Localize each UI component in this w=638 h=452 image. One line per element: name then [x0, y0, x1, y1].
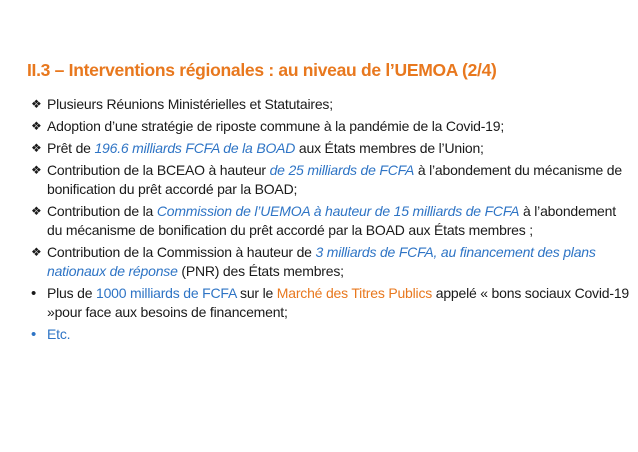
- list-item-text: (PNR) des États membres;: [177, 263, 344, 279]
- diamond-bullet-icon: ❖: [31, 245, 42, 259]
- list-item: [31, 117, 631, 136]
- list-item-text: Adoption d’une stratégie de riposte commune à la pandémie de la Covid-19;: [47, 118, 505, 134]
- list-item-text: Contribution de la BCEAO à hauteur: [47, 162, 270, 178]
- list-item-text: à l’abondement du mécanisme de bonification du prêt accordé par la BOAD aux États membres ;: [47, 203, 616, 238]
- list-item: [31, 139, 631, 158]
- list-item-text: 196.6 milliards FCFA de la BOAD: [94, 140, 296, 156]
- slide-title: II.3 – Interventions régionales : au niveau de l’UEMOA (2/4): [27, 60, 497, 80]
- list-item: [31, 325, 631, 344]
- diamond-bullet-icon: ❖: [31, 141, 42, 155]
- diamond-bullet-icon: ❖: [31, 119, 42, 133]
- bullet-list: [31, 95, 631, 347]
- list-item-text: Plusieurs Réunions Ministérielles et Statutaires;: [47, 96, 333, 112]
- list-item-text: 3 milliards de FCFA, au financement des plans nationaux de réponse: [47, 244, 596, 279]
- diamond-bullet-icon: ❖: [31, 97, 42, 111]
- list-item: [31, 161, 631, 199]
- dot-bullet-icon: •: [31, 285, 37, 302]
- list-item-text: Prêt de: [47, 140, 95, 156]
- diamond-bullet-icon: ❖: [31, 163, 42, 177]
- list-item-text: Etc.: [47, 326, 71, 342]
- list-item-text: Contribution de la Commission à hauteur de: [47, 244, 316, 260]
- list-item-text: à l’abondement du mécanisme de bonification du prêt accordé par la BOAD;: [47, 162, 622, 197]
- list-item: [31, 202, 631, 240]
- list-item-text: Plus de: [47, 285, 96, 301]
- list-item-text: sur le: [236, 285, 277, 301]
- list-item-text: appelé « bons sociaux Covid-19 »pour face aux besoins de financement;: [47, 285, 629, 320]
- list-item: [31, 284, 631, 322]
- list-item-text: Marché des Titres Publics: [276, 285, 433, 301]
- list-item-text: aux États membres de l’Union;: [295, 140, 484, 156]
- dot-bullet-icon: •: [31, 326, 37, 343]
- list-item-text: Commission de l’UEMOA à hauteur de 15 milliards de FCFA: [156, 203, 520, 219]
- diamond-bullet-icon: ❖: [31, 204, 42, 218]
- list-item: [31, 243, 631, 281]
- list-item-text: 1000 milliards de FCFA: [96, 285, 237, 301]
- list-item: [31, 95, 631, 114]
- list-item-text: Contribution de la: [47, 203, 157, 219]
- list-item-text: de 25 milliards de FCFA: [269, 162, 415, 178]
